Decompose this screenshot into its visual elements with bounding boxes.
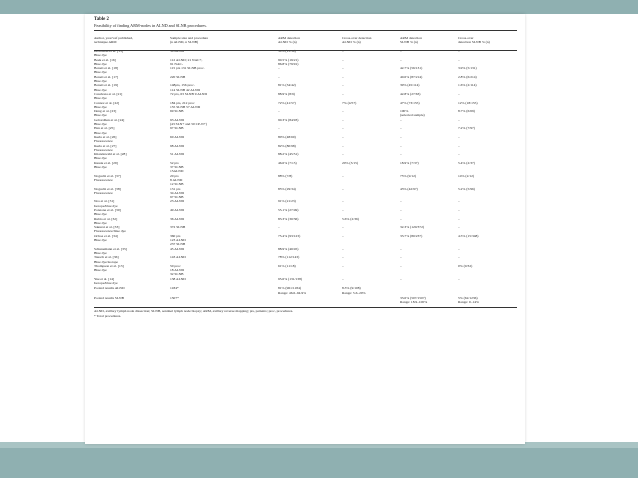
table-cell: 5% (62/1236) Range: 0–14% bbox=[458, 295, 479, 305]
table-cell: – bbox=[342, 263, 344, 268]
table-cell: 81% (34/42) bbox=[278, 83, 296, 88]
table-cell: Gobardhan et al. [24] Blue dye bbox=[94, 117, 125, 127]
table-row bbox=[94, 295, 517, 305]
table-row bbox=[94, 152, 517, 161]
table-cell: – bbox=[458, 216, 460, 221]
table-cell: – bbox=[342, 83, 344, 88]
table-cell: – bbox=[458, 199, 460, 204]
table-cell: – bbox=[458, 255, 460, 260]
table-row bbox=[94, 285, 517, 295]
table-cell: 42.7% (56/131) bbox=[400, 66, 423, 71]
table-cell: 81% (961/1184) Range: 46.6–94.9% bbox=[278, 286, 307, 295]
table-cell: 72 pts, 63 SLNB 9 ALND bbox=[170, 91, 208, 96]
table-cell: Tausch et al. [36] Blue dye/isotope bbox=[94, 255, 119, 264]
table-cell: 148pts, 156 proc. 114 SLNB 42 ALND bbox=[170, 83, 201, 92]
table-cell: Noguchi et al. [37] Fluorescence bbox=[94, 173, 121, 182]
table-row bbox=[94, 225, 517, 234]
table-cell: – bbox=[400, 207, 402, 212]
table-cell: 52 pts 37 SLNB 15ALND bbox=[170, 160, 184, 174]
table-cell: 112 ALND; 21 NAC+, 91 NAC- bbox=[170, 57, 203, 66]
table-cell: Beek et al. [16] Blue dye bbox=[94, 57, 116, 66]
table-cell: – bbox=[342, 255, 344, 260]
table-cell: – bbox=[458, 117, 460, 122]
table-cell: Nos et al. [31] Isotope/blue dye bbox=[94, 199, 118, 208]
table-cell: 143 ALND bbox=[170, 255, 186, 260]
table-cell: – bbox=[278, 109, 280, 114]
table-row bbox=[94, 92, 517, 101]
table-cell: Sakurai et al. [33] Fluorescence/blue dye bbox=[94, 225, 126, 234]
table-cell: – bbox=[342, 246, 344, 251]
table-cell: 50% (15/30) bbox=[278, 49, 296, 53]
table-cell: 97 SLNB bbox=[170, 126, 184, 131]
table-cell: Bedrosian et al. [15] Blue dye bbox=[94, 49, 123, 58]
table-cell: – bbox=[458, 152, 460, 157]
table-cell: 7.2% (7/97) bbox=[458, 126, 475, 131]
table-cell: 88.9% (8/9) bbox=[278, 91, 295, 96]
table-cell: 75% (9/12) bbox=[400, 173, 417, 178]
table-cell: – bbox=[342, 276, 344, 281]
table-cell: 88.9% (40/45) bbox=[278, 246, 299, 251]
table-cell: 90.5% (19/21) 86.8% (79/91) bbox=[278, 57, 299, 66]
table-row bbox=[94, 161, 517, 174]
table-cell: – bbox=[400, 276, 402, 281]
table-cell: – bbox=[458, 225, 460, 230]
footnote-abbreviations: ALND, axillary lymph node dissection; SLNB, sentinel lymph node biopsy; ARM, axillary reverse mapping; pts, patients; proc, procedures. bbox=[94, 309, 294, 313]
table-cell: 85% (29/34) bbox=[278, 186, 296, 191]
table-cell bbox=[458, 285, 517, 295]
table-cell: – bbox=[458, 134, 460, 139]
table-row bbox=[94, 101, 517, 110]
table-cell: Pooled results ALND bbox=[94, 286, 125, 291]
table-row bbox=[94, 75, 517, 84]
table-cell: – bbox=[400, 263, 402, 268]
table-cell: 43% (42/97) bbox=[400, 186, 418, 191]
table-caption: Feasibility of finding ARM-nodes in ALND and SLNB procedures. bbox=[94, 23, 207, 28]
table-cell: – bbox=[278, 66, 280, 71]
table-cell: Han et al. [25] Blue dye bbox=[94, 126, 115, 135]
table-row bbox=[94, 208, 517, 217]
table-cell: 5.4% (2/37) bbox=[458, 160, 475, 165]
table-cell: 5.2% (5/96) bbox=[458, 186, 475, 191]
table-row bbox=[94, 187, 517, 200]
table-cell: 138 ALND bbox=[170, 276, 186, 281]
table-cell: Ochoa et al. [34] Blue dye bbox=[94, 233, 118, 243]
table-cell: – bbox=[400, 49, 402, 53]
table-cell: Deng et al. [23] Blue dye bbox=[94, 109, 117, 118]
table-cell: – bbox=[458, 143, 460, 148]
table-cell: – bbox=[458, 91, 460, 96]
table-cell: Rubio et al. [32] Blue dye bbox=[94, 216, 118, 225]
table-cell: 30 ALND bbox=[170, 49, 185, 53]
table-row bbox=[94, 199, 517, 208]
table-cell: 61% (11/18) bbox=[278, 263, 296, 268]
table-cell: Ikeda et al. [26] Fluorescence bbox=[94, 134, 117, 144]
table-cell: – bbox=[400, 199, 402, 204]
table-cell: – bbox=[342, 66, 344, 71]
table-row bbox=[94, 66, 517, 75]
table-cell bbox=[342, 295, 400, 305]
table-cell: – bbox=[342, 186, 344, 191]
table-cell: 46.6% (7/15) bbox=[278, 160, 297, 165]
table-cell: 78% (112/143) bbox=[278, 255, 300, 260]
table-cell: 90.3% (84/93) bbox=[278, 117, 299, 122]
table-cell: 20% (3/15) bbox=[342, 160, 359, 165]
column-header-4: Cross-over detection ALND % (n) bbox=[342, 36, 372, 45]
table-cell: – bbox=[342, 173, 344, 178]
table-cell: – bbox=[400, 152, 402, 157]
table-cell: – bbox=[342, 134, 344, 139]
table-row bbox=[94, 109, 517, 118]
header-rule bbox=[94, 50, 517, 51]
table-cell bbox=[400, 285, 458, 295]
table-cell: 45 ALND bbox=[170, 246, 185, 251]
table-cell: 47% (73/155) bbox=[400, 100, 420, 105]
table-cell: – bbox=[278, 126, 280, 131]
table-cell: 8.3% (9/108) Range: 5.6–20% bbox=[342, 286, 366, 295]
table-cell: 1.6% (2/114) bbox=[458, 83, 477, 88]
table-cell: – bbox=[400, 143, 402, 148]
table-row bbox=[94, 247, 517, 256]
table-cell: 75.4% (93/123) bbox=[278, 233, 301, 238]
table-cell: – bbox=[342, 91, 344, 96]
column-header-6: Cross-over detection SLNB % (n) bbox=[458, 36, 490, 45]
table-cell: 23 ALND bbox=[170, 199, 185, 204]
table-cell: – bbox=[458, 207, 460, 212]
table-cell: – bbox=[458, 57, 460, 62]
table-cell: 12% (18/155) bbox=[458, 100, 478, 105]
table-row bbox=[94, 83, 517, 92]
table-cell: – bbox=[458, 49, 460, 53]
table-cell: – bbox=[342, 199, 344, 204]
table-cell: 0% (0/32) bbox=[458, 263, 473, 268]
table-cell: – bbox=[400, 126, 402, 131]
slide-bottom-band bbox=[0, 442, 638, 478]
table-cell: Noguchi et al. [38] Fluorescence bbox=[94, 186, 121, 195]
table-cell: Khandewahl et al. [28] Blue dye bbox=[94, 152, 127, 161]
table-cell: Kuusk et al. [29] Blue dye bbox=[94, 160, 118, 170]
table-cell: 8.7% (6/69) bbox=[458, 109, 475, 114]
table-cell: 95.6% (131/138) bbox=[278, 276, 303, 281]
header-row bbox=[94, 36, 517, 49]
table-cell: 55.1% (27/49) bbox=[278, 207, 299, 212]
table-cell: – bbox=[458, 276, 460, 281]
table-cell: 5.6% (2/36) bbox=[342, 216, 359, 221]
table-cell: – bbox=[342, 143, 344, 148]
column-header-1: Author, year^ref published, technique ARM bbox=[94, 36, 133, 45]
column-header-5: ARM detection SLNB % (n) bbox=[400, 36, 422, 45]
table-cell: Boneti et al. [19] Blue dye bbox=[94, 83, 119, 92]
feasibility-table bbox=[94, 36, 517, 305]
table-cell: – bbox=[458, 246, 460, 251]
table-row bbox=[94, 144, 517, 153]
table-cell: Boneti et al. [18] Blue dye bbox=[94, 66, 119, 75]
table-cell: 33.6% (507/1507) Range: 18.9–100% bbox=[400, 295, 428, 305]
table-cell: 184 pts, 212 proc 155 SLNB 57 ALND bbox=[170, 100, 201, 109]
table-cell: 115 pts 131 SLNB proc. bbox=[170, 66, 205, 71]
table-cell: 3.9% (5/131) bbox=[458, 66, 477, 71]
footnote-total-procedures: * Total procedures. bbox=[94, 313, 122, 318]
table-cell: – bbox=[278, 74, 280, 79]
table-cell: – bbox=[342, 207, 344, 212]
table-cell: 42.8% (27/63) bbox=[400, 91, 421, 96]
table-cell: Pooled results SLNB bbox=[94, 295, 124, 300]
table-row bbox=[94, 234, 517, 247]
table-cell: – bbox=[400, 117, 402, 122]
table-cell: – bbox=[342, 74, 344, 79]
table-cell: 20 pts 8 ALND 12 SLNB bbox=[170, 173, 184, 187]
table-cell: Ponzone et al. [30] Blue dye bbox=[94, 207, 121, 217]
table-row bbox=[94, 174, 517, 187]
table-row bbox=[94, 264, 517, 277]
table-cell: – bbox=[342, 49, 344, 53]
table-cell: – bbox=[400, 134, 402, 139]
table-cell: 50 proc 18 ALND 32 SLNB bbox=[170, 263, 185, 277]
table-cell: 360 pts 123 ALND 237 SLNB bbox=[170, 233, 186, 247]
table-cell: 18.9% (7/37) bbox=[400, 160, 419, 165]
table-cell: 98 ALND bbox=[170, 143, 185, 148]
table-cell: 1507* bbox=[170, 295, 179, 300]
column-header-3: ARM detection ALND % (n) bbox=[278, 36, 300, 45]
table-cell: 80% (48/60) bbox=[278, 134, 296, 139]
table-label: Table 2 bbox=[94, 17, 109, 22]
table-cell: – bbox=[400, 216, 402, 221]
table-row bbox=[94, 277, 517, 286]
table-cell: Yue et al. [14] Isotope/blue dye bbox=[94, 276, 118, 286]
bottom-rule bbox=[94, 307, 517, 308]
table-cell: 88% (7/8) bbox=[278, 173, 293, 178]
table-cell: 51 ALND bbox=[170, 152, 185, 157]
table-row bbox=[94, 217, 517, 226]
table-cell: 72% (41/57) bbox=[278, 100, 296, 105]
table-cell: – bbox=[400, 57, 402, 62]
table-cell: 36 ALND bbox=[170, 216, 185, 221]
top-rule bbox=[94, 30, 517, 31]
table-cell: 39% (45/114) bbox=[400, 83, 420, 88]
slide-top-band bbox=[0, 0, 638, 14]
table-cell: 131 pts 34 ALND 97 SLNB bbox=[170, 186, 185, 200]
table-cell: – bbox=[342, 152, 344, 157]
table-cell: 7% (4/57) bbox=[342, 100, 357, 105]
table-cell: – bbox=[342, 233, 344, 238]
table-cell: – bbox=[278, 225, 280, 230]
table-row bbox=[94, 118, 517, 127]
table-row bbox=[94, 255, 517, 264]
table-cell: 4.5% (15/348) bbox=[458, 233, 479, 238]
table-cell: – bbox=[342, 126, 344, 131]
table-cell: Casabona et al. [21] Blue dye bbox=[94, 91, 123, 101]
table-cell: 40.6% (87/214) bbox=[400, 74, 423, 79]
document-page bbox=[85, 14, 525, 444]
column-header-2: Sample size and procedure (n ALND, n SLNB) bbox=[170, 36, 209, 45]
table-cell bbox=[278, 295, 342, 305]
table-cell: Schunemann et al. [35] Blue dye bbox=[94, 246, 127, 255]
table-cell: Boneti et al. [17] Blue dye bbox=[94, 74, 119, 84]
table-cell: Ikeda et al. [27] Fluorescence bbox=[94, 143, 117, 152]
table-row bbox=[94, 58, 517, 67]
table-body bbox=[94, 49, 517, 305]
table-cell: Thompson et al. [13] Blue dye bbox=[94, 263, 124, 273]
table-cell: 91% (21/23) bbox=[278, 199, 296, 204]
table-cell: Connor et al. [22] Blue dye bbox=[94, 100, 120, 109]
table-row bbox=[94, 135, 517, 144]
table-cell: – bbox=[342, 225, 344, 230]
table-header bbox=[94, 36, 517, 49]
table-cell: – bbox=[342, 117, 344, 122]
table-cell: 32.3% (120/372) bbox=[400, 225, 425, 230]
table-row bbox=[94, 126, 517, 135]
table-cell: 33.7% (80/237) bbox=[400, 233, 423, 238]
table-cell: – bbox=[400, 255, 402, 260]
table-cell: 14% (2/12) bbox=[458, 173, 475, 178]
table-cell: 69 SLNB bbox=[170, 109, 184, 114]
table-cell: 372 SLNB bbox=[170, 225, 186, 230]
table-cell: 83.3% (30/36) bbox=[278, 216, 299, 221]
table-cell: 60 ALND bbox=[170, 134, 185, 139]
table-cell: – bbox=[342, 109, 344, 114]
table-cell: 49 ALND bbox=[170, 207, 185, 212]
table-cell: 82% (80/98) bbox=[278, 143, 296, 148]
table-cell: 1184* bbox=[170, 286, 179, 291]
table-cell: 88.2% (45/51) bbox=[278, 152, 299, 157]
table-cell: – bbox=[400, 246, 402, 251]
table-cell: 100% (selected sample) bbox=[400, 109, 425, 118]
table-cell: 220 SLNB bbox=[170, 74, 186, 79]
table-cell: – bbox=[342, 57, 344, 62]
table-cell: 2.8% (6/214) bbox=[458, 74, 477, 79]
table-cell: 93 ALND (43 SLN+ and 50 CP-N+) bbox=[170, 117, 207, 127]
